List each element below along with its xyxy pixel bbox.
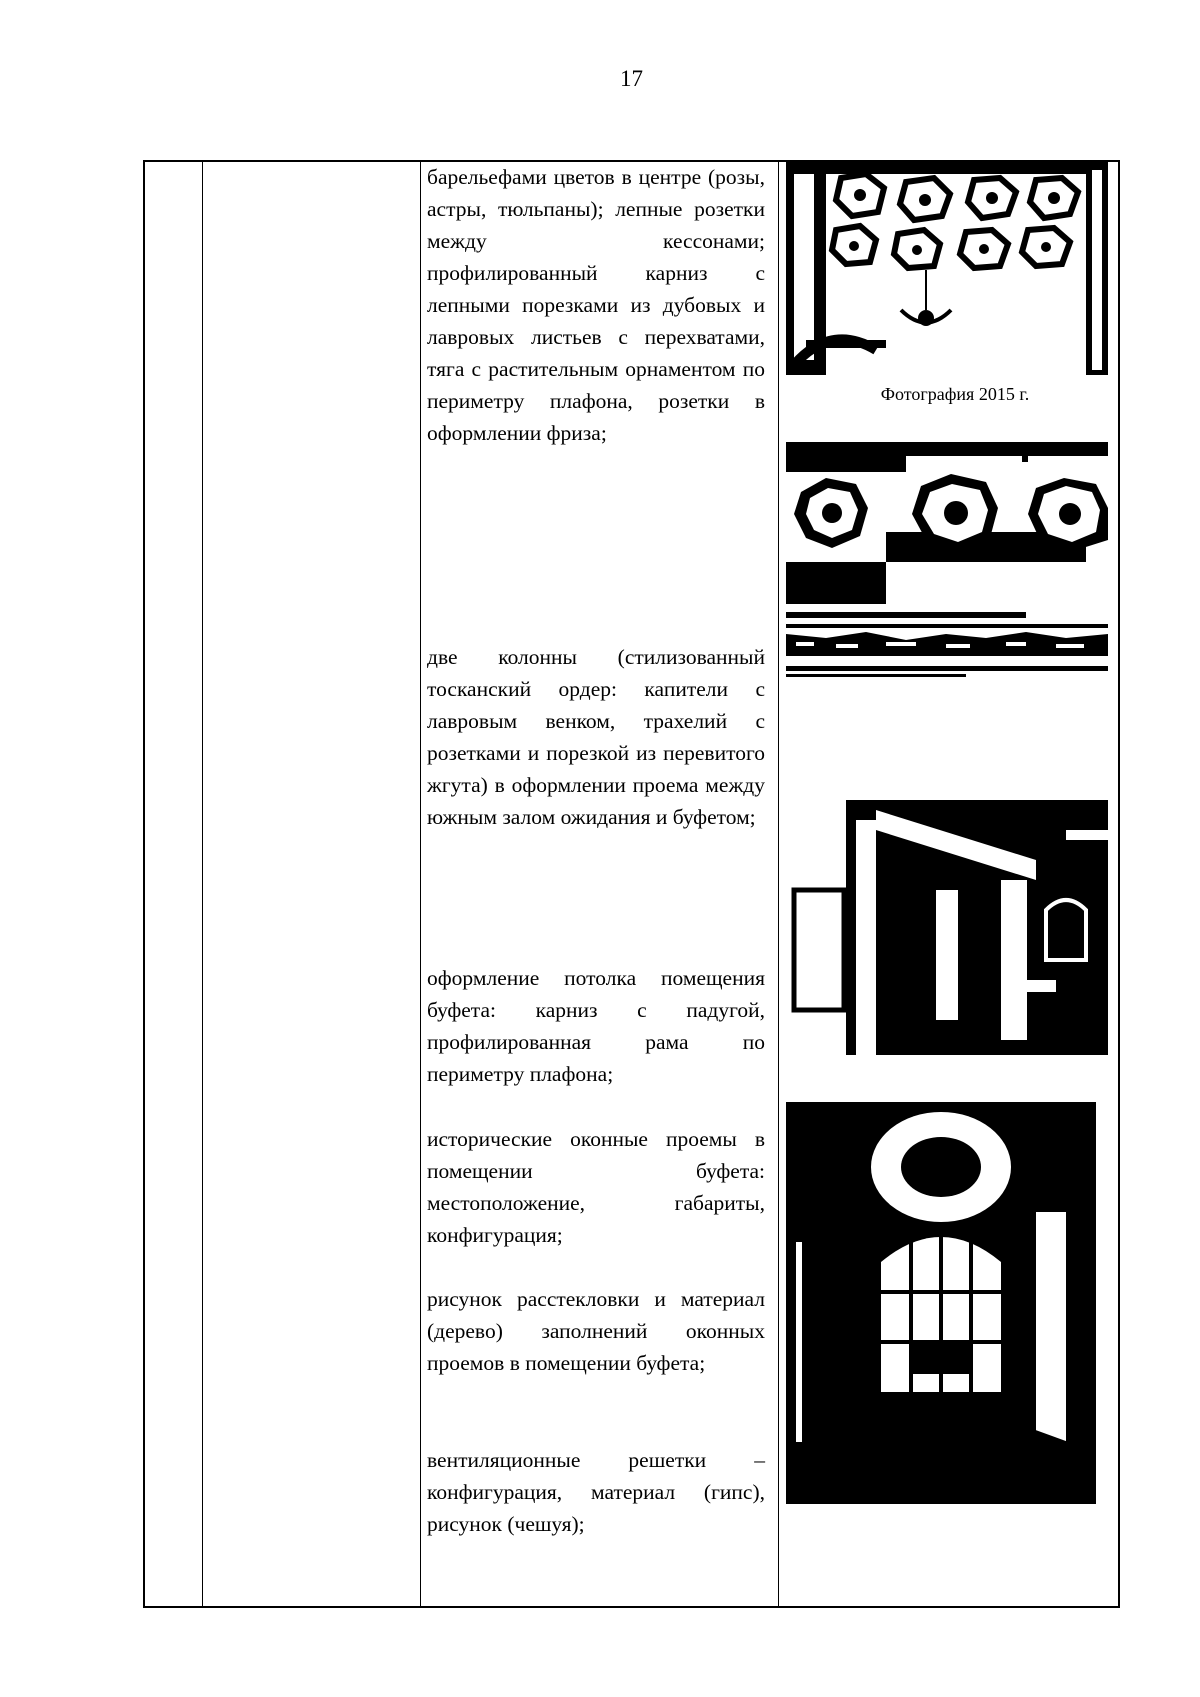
column-divider-2 — [420, 162, 421, 1606]
ceiling-coffers-photo — [786, 160, 1108, 375]
description-text-1: барельефами цветов в центре (розы, астры, тюльпаны); лепные розетки между кессонами; профилированный карниз с лепными порезками из дубовых и лавровых листьев с перехватами, тяга с растительным орнаментом по периметру плафона, розетки в оформлении фриза; — [427, 165, 765, 445]
columns-photo — [786, 800, 1108, 1055]
column-divider-3 — [778, 162, 779, 1606]
buffet-window-photo — [786, 1092, 1096, 1504]
description-text-5: рисунок расстекловки и материал (дерево) заполнений оконных проемов в помещении буфета; — [427, 1287, 765, 1375]
cornice-photo — [786, 604, 1108, 690]
description-text-3: оформление потолка помещения буфета: карниз с падугой, профилированная рама по периметру плафона; — [427, 966, 765, 1086]
description-text-2: две колонны (стилизованный тосканский ордер: капители с лавровым венком, трахелий с розетками и порезкой из перевитого жгута) в оформлении проема между южным залом ожидания и буфетом; — [427, 645, 765, 829]
rosettes-photo — [786, 442, 1108, 604]
photo-caption: Фотография 2015 г. — [880, 384, 1030, 404]
description-text-6: вентиляционные решетки – конфигурация, материал (гипс), рисунок (чешуя); — [427, 1448, 765, 1536]
page-number: 17 — [620, 66, 643, 91]
column-divider-1 — [202, 162, 203, 1606]
description-text-4: исторические оконные проемы в помещении буфета: местоположение, габариты, конфигурация; — [427, 1127, 765, 1247]
